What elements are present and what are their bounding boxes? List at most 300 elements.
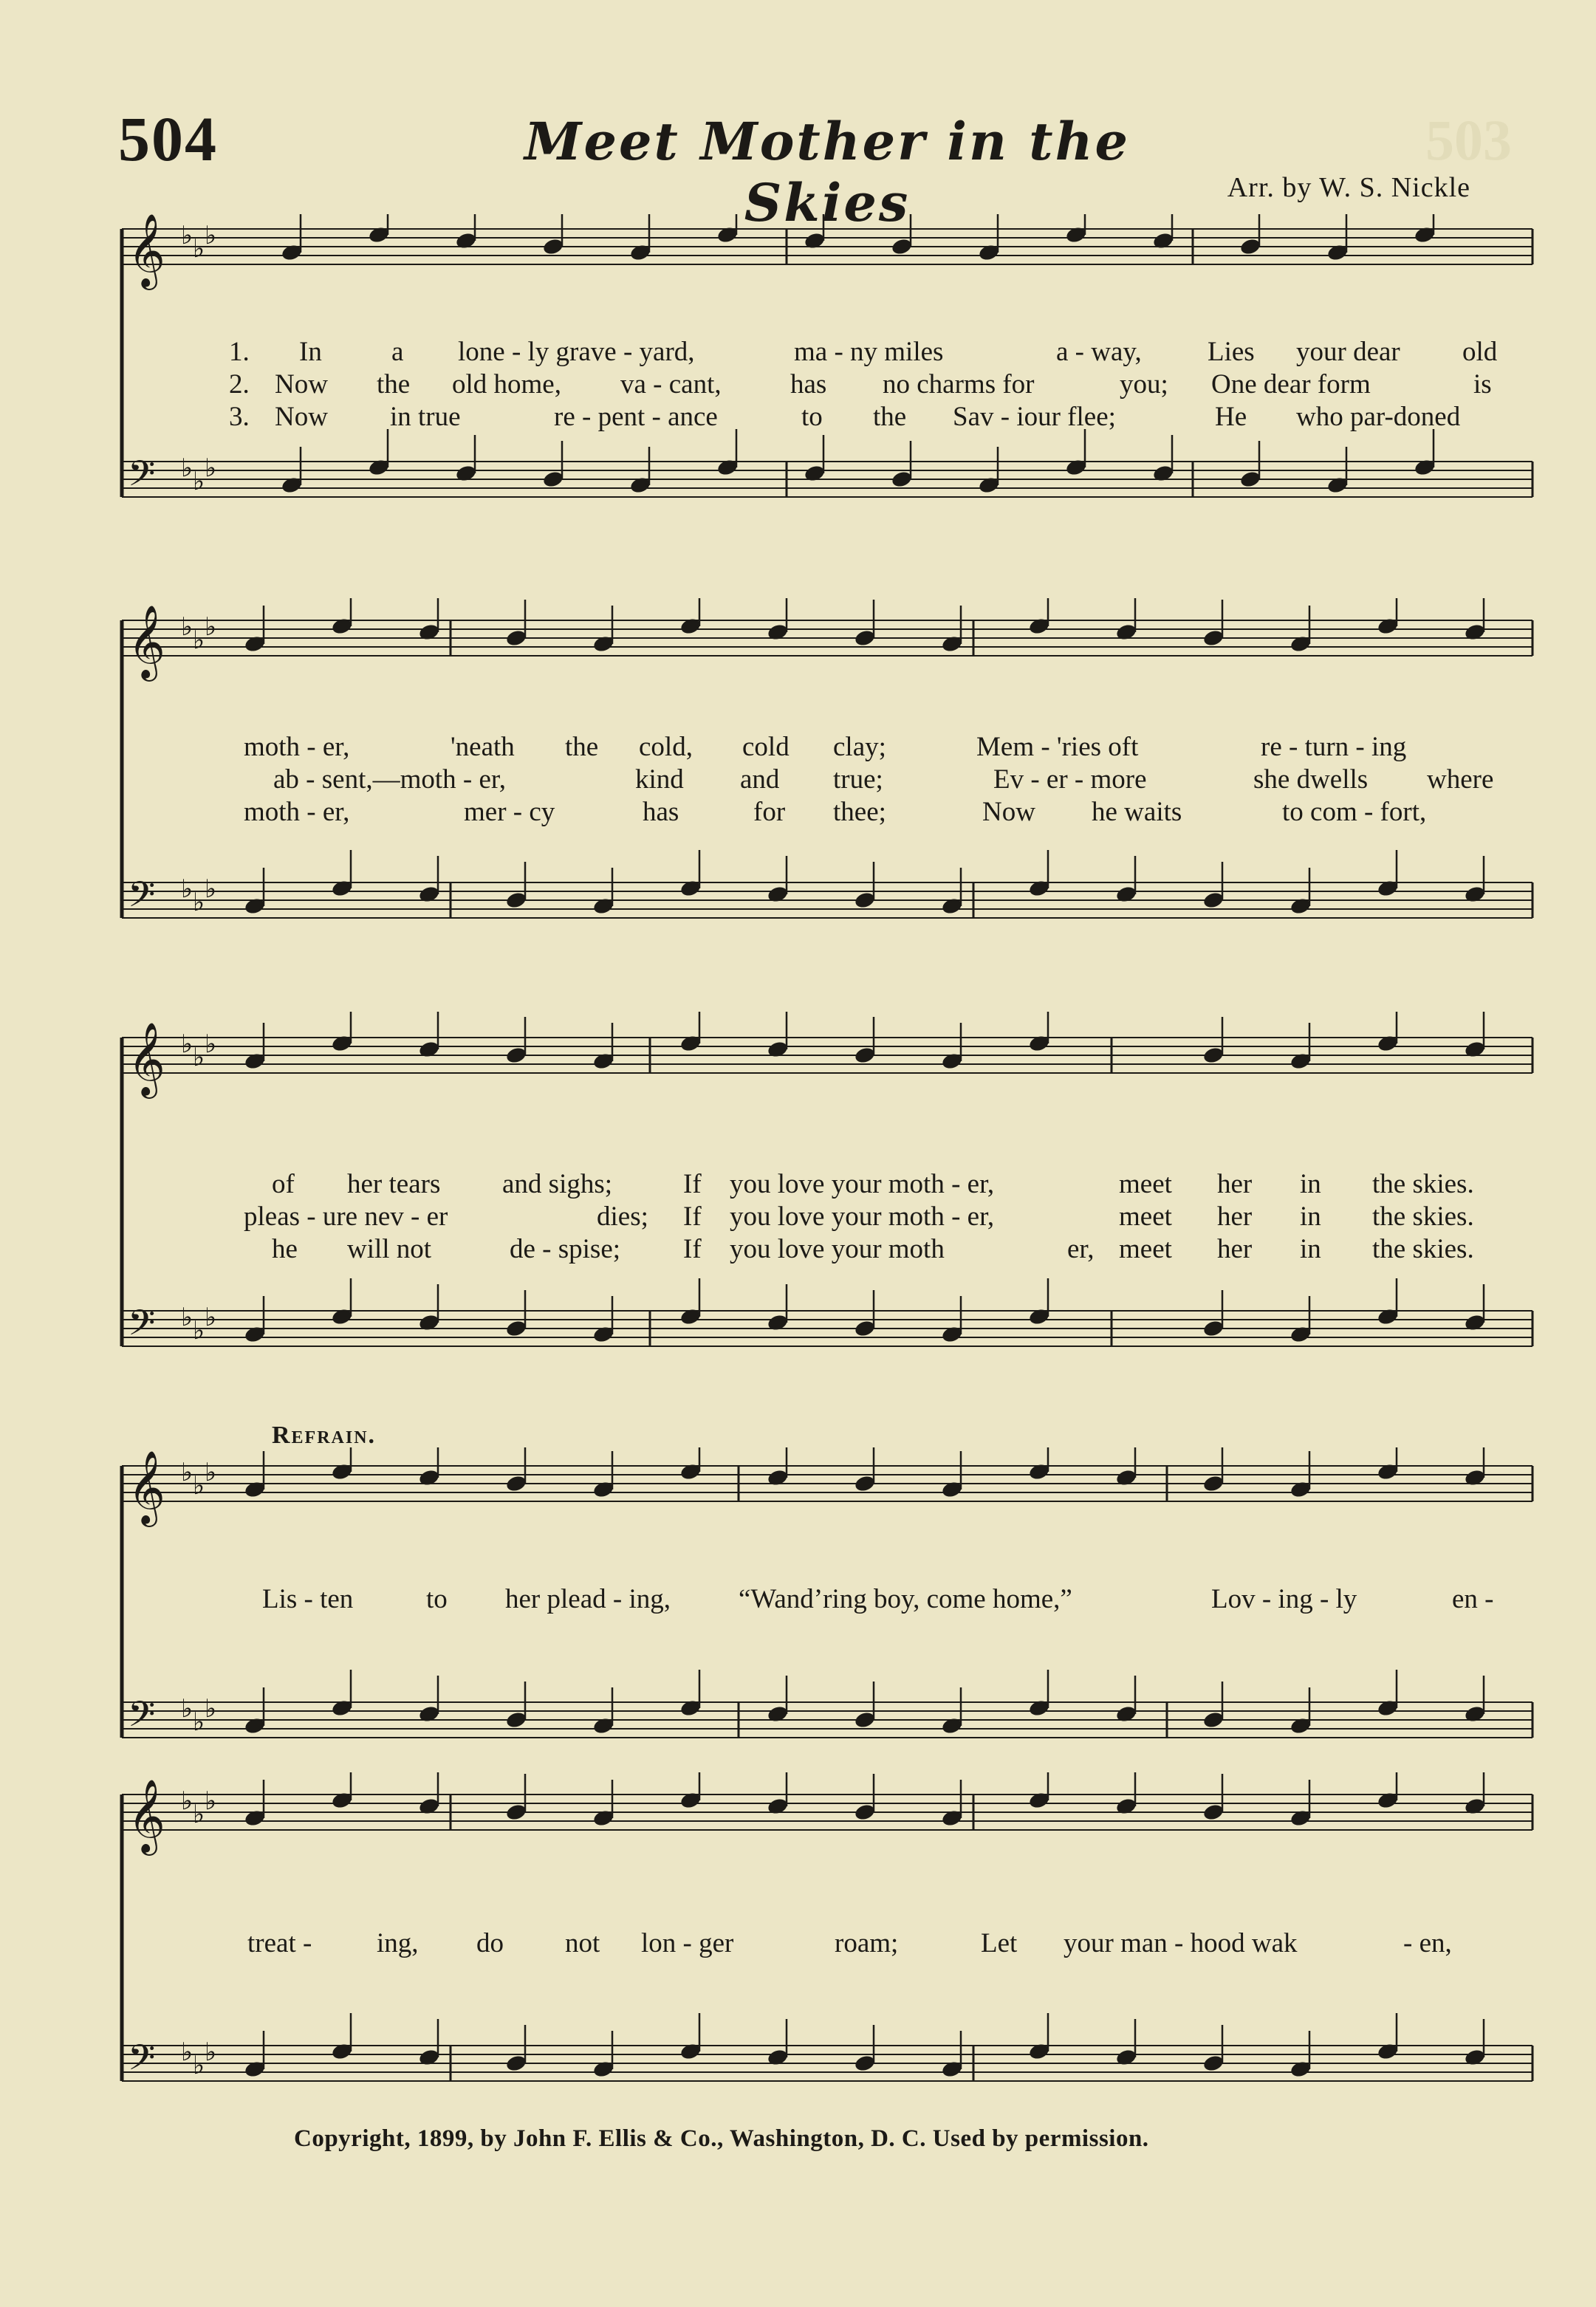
- note-head: [592, 634, 615, 654]
- treble-clef-icon: 𝄞: [128, 1450, 165, 1524]
- lyric-syllable: and sighs;: [502, 1169, 613, 1199]
- note-head: [679, 879, 702, 898]
- flat-icon: ♭: [193, 234, 205, 264]
- note-head: [941, 1716, 964, 1735]
- lyric-syllable: in true: [390, 402, 461, 432]
- note-head: [891, 470, 914, 489]
- lyric-syllable: of: [272, 1169, 295, 1199]
- lyric-syllable: moth - er,: [244, 797, 350, 827]
- note-head: [854, 628, 877, 648]
- flat-icon: ♭: [181, 1303, 193, 1332]
- music-system-4: [0, 1447, 1596, 1772]
- note-head: [679, 617, 702, 636]
- lyric-syllable: 2.: [229, 369, 250, 400]
- flat-icon: ♭: [181, 1786, 193, 1816]
- lyric-line-verse-2: [0, 1201, 1596, 1233]
- bass-clef-icon: 𝄢: [128, 1693, 156, 1744]
- note-head: [1290, 634, 1312, 654]
- note-head: [1377, 1034, 1400, 1053]
- note-head: [1028, 1034, 1051, 1053]
- note-head: [331, 1698, 354, 1718]
- lyric-syllable: and: [740, 764, 780, 795]
- lyric-syllable: re - turn - ing: [1261, 732, 1407, 762]
- note-head: [804, 464, 826, 483]
- bass-staff: [122, 429, 1532, 503]
- lyric-syllable: he waits: [1092, 797, 1182, 827]
- lyric-line-refrain: [0, 1927, 1596, 1960]
- note-head: [1115, 2048, 1138, 2067]
- flat-icon: ♭: [193, 1316, 205, 1346]
- lyric-syllable: Ev - er - more: [993, 764, 1147, 795]
- note-head: [1464, 1468, 1487, 1487]
- lyric-syllable: thee;: [833, 797, 886, 827]
- note-head: [331, 617, 354, 636]
- note-head: [505, 1046, 528, 1065]
- lyric-syllable: va - cant,: [620, 369, 722, 400]
- lyric-syllable: her: [1217, 1169, 1253, 1199]
- note-head: [1290, 2060, 1312, 2079]
- note-head: [854, 1319, 877, 1338]
- note-head: [1464, 885, 1487, 904]
- note-head: [331, 1791, 354, 1810]
- lyric-syllable: Mem - 'ries oft: [976, 732, 1139, 762]
- note-head: [368, 458, 391, 477]
- note-head: [767, 1040, 790, 1059]
- lyric-syllable: no charms for: [883, 369, 1035, 400]
- flat-icon: ♭: [193, 1800, 205, 1829]
- lyric-line-verse-1: [0, 731, 1596, 764]
- lyric-syllable: In: [299, 337, 322, 367]
- note-head: [592, 2060, 615, 2079]
- lyric-syllable: old home,: [452, 369, 561, 400]
- note-head: [1028, 617, 1051, 636]
- flat-icon: ♭: [205, 612, 217, 642]
- lyric-syllable: not: [565, 1928, 600, 1958]
- flat-icon: ♭: [181, 612, 193, 642]
- note-head: [455, 464, 478, 483]
- note-head: [1290, 1809, 1312, 1828]
- flat-icon: ♭: [181, 1029, 193, 1059]
- lyric-syllable: Lov - ing - ly: [1211, 1584, 1357, 1614]
- lyric-syllable: Let: [981, 1928, 1018, 1958]
- note-head: [1152, 231, 1175, 250]
- note-head: [1377, 879, 1400, 898]
- bleed-through-page-number: 503: [1425, 108, 1512, 172]
- note-head: [331, 1034, 354, 1053]
- note-head: [1028, 1698, 1051, 1718]
- lyric-syllable: she dwells: [1253, 764, 1369, 795]
- note-head: [716, 225, 739, 244]
- lyric-syllable: the: [873, 402, 907, 432]
- music-system-3: [0, 1012, 1596, 1425]
- note-head: [418, 1468, 441, 1487]
- lyric-syllable: to: [801, 402, 823, 432]
- note-head: [941, 1325, 964, 1344]
- note-head: [767, 1797, 790, 1816]
- lyric-syllable: is: [1473, 369, 1492, 400]
- note-head: [542, 470, 565, 489]
- bass-clef-icon: 𝄢: [128, 874, 156, 924]
- note-head: [418, 1797, 441, 1816]
- lyric-syllable: in: [1300, 1169, 1321, 1199]
- lyric-syllable: your man - hood wak: [1064, 1928, 1298, 1958]
- lyric-syllable: your dear: [1296, 337, 1400, 367]
- note-head: [1028, 879, 1051, 898]
- lyric-line-verse-3: [0, 796, 1596, 829]
- lyric-syllable: kind: [635, 764, 684, 795]
- music-system-5: [0, 1772, 1596, 2156]
- note-head: [767, 1313, 790, 1332]
- note-head: [854, 1710, 877, 1730]
- lyric-syllable: true;: [833, 764, 883, 795]
- staff-notation: [0, 1772, 1596, 2156]
- note-head: [505, 1803, 528, 1822]
- flat-icon: ♭: [193, 2051, 205, 2080]
- flat-icon: ♭: [205, 1029, 217, 1059]
- note-head: [418, 623, 441, 642]
- lyric-syllable: cold,: [639, 732, 693, 762]
- flat-icon: ♭: [205, 874, 217, 904]
- note-head: [1290, 1716, 1312, 1735]
- note-head: [331, 1307, 354, 1326]
- lyric-syllable: re - pent - ance: [554, 402, 718, 432]
- note-head: [244, 2060, 267, 2079]
- flat-icon: ♭: [181, 1458, 193, 1487]
- note-head: [592, 1480, 615, 1499]
- note-head: [941, 2060, 964, 2079]
- treble-staff: [122, 598, 1532, 682]
- lyric-syllable: her: [1217, 1234, 1253, 1264]
- note-head: [592, 1325, 615, 1344]
- note-head: [505, 1474, 528, 1493]
- note-head: [592, 1809, 615, 1828]
- music-system-1: [0, 214, 1596, 561]
- lyric-syllable: If: [683, 1169, 702, 1199]
- treble-staff: [122, 1447, 1532, 1527]
- bass-clef-icon: 𝄢: [128, 1302, 156, 1352]
- note-head: [1464, 2048, 1487, 2067]
- note-head: [767, 1468, 790, 1487]
- lyric-line-verse-3: [0, 1233, 1596, 1266]
- bass-clef-icon: 𝄢: [128, 2037, 156, 2087]
- treble-clef-icon: 𝄞: [128, 1022, 165, 1096]
- lyric-syllable: to com - fort,: [1282, 797, 1427, 827]
- note-head: [331, 1462, 354, 1481]
- note-head: [1464, 623, 1487, 642]
- lyric-syllable: - en,: [1403, 1928, 1452, 1958]
- lyric-syllable: in: [1300, 1234, 1321, 1264]
- note-head: [244, 1480, 267, 1499]
- note-head: [1464, 1704, 1487, 1724]
- note-head: [1202, 1046, 1225, 1065]
- hymn-title: Meet Mother in the Skies: [524, 111, 1131, 233]
- lyric-syllable: pleas - ure nev - er: [244, 1202, 448, 1232]
- note-head: [767, 2048, 790, 2067]
- note-head: [854, 2054, 877, 2073]
- flat-icon: ♭: [181, 453, 193, 483]
- note-head: [1326, 476, 1349, 495]
- note-head: [978, 243, 1001, 262]
- note-head: [1202, 2054, 1225, 2073]
- lyric-syllable: a: [391, 337, 404, 367]
- note-head: [1152, 464, 1175, 483]
- lyric-syllable: who par-doned: [1296, 402, 1461, 432]
- note-head: [244, 1052, 267, 1071]
- note-head: [716, 458, 739, 477]
- lyric-syllable: mer - cy: [464, 797, 555, 827]
- note-head: [1202, 1803, 1225, 1822]
- note-head: [941, 1052, 964, 1071]
- note-head: [418, 1040, 441, 1059]
- note-head: [1377, 1791, 1400, 1810]
- page-number: 504: [118, 103, 218, 174]
- note-head: [455, 231, 478, 250]
- note-head: [679, 1034, 702, 1053]
- lyric-syllable: 'neath: [451, 732, 515, 762]
- note-head: [505, 1319, 528, 1338]
- note-head: [941, 1480, 964, 1499]
- flat-icon: ♭: [181, 1694, 193, 1724]
- note-head: [1202, 891, 1225, 910]
- lyric-syllable: the skies.: [1372, 1202, 1474, 1232]
- flat-icon: ♭: [205, 2037, 217, 2067]
- lyric-line-verse-1: [0, 336, 1596, 368]
- note-head: [505, 891, 528, 910]
- lyric-syllable: treat -: [247, 1928, 312, 1958]
- bass-staff: [122, 850, 1532, 924]
- note-head: [854, 1474, 877, 1493]
- lyric-syllable: roam;: [835, 1928, 899, 1958]
- note-head: [891, 237, 914, 256]
- lyric-syllable: has: [790, 369, 827, 400]
- note-head: [1414, 225, 1436, 244]
- lyric-syllable: lone - ly grave - yard,: [458, 337, 695, 367]
- note-head: [679, 1462, 702, 1481]
- lyric-syllable: One dear form: [1211, 369, 1371, 400]
- note-head: [418, 1313, 441, 1332]
- lyric-syllable: where: [1427, 764, 1494, 795]
- bass-clef-icon: 𝄢: [128, 453, 156, 503]
- note-head: [1290, 1052, 1312, 1071]
- note-head: [679, 1791, 702, 1810]
- note-head: [1028, 2042, 1051, 2061]
- lyric-syllable: has: [643, 797, 679, 827]
- note-head: [281, 476, 304, 495]
- lyric-syllable: ab - sent,—moth - er,: [273, 764, 506, 795]
- note-head: [418, 2048, 441, 2067]
- flat-icon: ♭: [205, 221, 217, 250]
- note-head: [418, 885, 441, 904]
- flat-icon: ♭: [205, 1786, 217, 1816]
- treble-staff: [122, 1772, 1532, 1856]
- note-head: [505, 628, 528, 648]
- note-head: [1202, 628, 1225, 648]
- flat-icon: ♭: [181, 874, 193, 904]
- flat-icon: ♭: [193, 1471, 205, 1501]
- note-head: [281, 243, 304, 262]
- bass-staff: [122, 2013, 1532, 2087]
- flat-icon: ♭: [205, 453, 217, 483]
- note-head: [1065, 458, 1088, 477]
- flat-icon: ♭: [193, 1043, 205, 1072]
- lyric-syllable: lon - ger: [641, 1928, 734, 1958]
- lyric-syllable: Lis - ten: [262, 1584, 354, 1614]
- bass-staff: [122, 1278, 1532, 1352]
- note-head: [542, 237, 565, 256]
- note-head: [1377, 1307, 1400, 1326]
- note-head: [629, 476, 652, 495]
- note-head: [1464, 1040, 1487, 1059]
- note-head: [244, 1325, 267, 1344]
- lyric-syllable: old: [1462, 337, 1498, 367]
- note-head: [767, 1704, 790, 1724]
- lyric-syllable: do: [476, 1928, 504, 1958]
- note-head: [1028, 1791, 1051, 1810]
- lyric-syllable: for: [753, 797, 786, 827]
- note-head: [418, 1704, 441, 1724]
- lyric-syllable: her plead - ing,: [505, 1584, 671, 1614]
- lyric-syllable: her tears: [347, 1169, 441, 1199]
- treble-clef-icon: 𝄞: [128, 605, 165, 679]
- note-head: [592, 897, 615, 916]
- note-head: [1115, 1468, 1138, 1487]
- flat-icon: ♭: [193, 625, 205, 655]
- lyric-syllable: you love your moth - er,: [730, 1202, 995, 1232]
- note-head: [1377, 1698, 1400, 1718]
- note-head: [767, 885, 790, 904]
- treble-staff: [122, 1012, 1532, 1099]
- lyric-syllable: Sav - iour flee;: [953, 402, 1116, 432]
- lyric-syllable: en -: [1452, 1584, 1494, 1614]
- note-head: [244, 1809, 267, 1828]
- note-head: [1377, 617, 1400, 636]
- lyric-syllable: Lies: [1208, 337, 1255, 367]
- flat-icon: ♭: [205, 1458, 217, 1487]
- note-head: [854, 1803, 877, 1822]
- note-head: [1290, 897, 1312, 916]
- note-head: [1202, 1474, 1225, 1493]
- note-head: [331, 879, 354, 898]
- bass-staff: [122, 1670, 1532, 1744]
- note-head: [854, 1046, 877, 1065]
- note-head: [1028, 1462, 1051, 1481]
- note-head: [1115, 1797, 1138, 1816]
- lyric-syllable: ing,: [377, 1928, 419, 1958]
- note-head: [1290, 1480, 1312, 1499]
- lyric-syllable: cold: [742, 732, 790, 762]
- lyric-syllable: “Wand’ring boy, come home,”: [739, 1584, 1072, 1614]
- lyric-syllable: er,: [1067, 1234, 1095, 1264]
- note-head: [368, 225, 391, 244]
- note-head: [941, 634, 964, 654]
- lyric-syllable: will not: [347, 1234, 432, 1264]
- note-head: [941, 1809, 964, 1828]
- lyric-syllable: in: [1300, 1202, 1321, 1232]
- note-head: [1239, 237, 1262, 256]
- lyric-syllable: a - way,: [1056, 337, 1142, 367]
- note-head: [1115, 623, 1138, 642]
- note-head: [629, 243, 652, 262]
- lyric-syllable: dies;: [597, 1202, 648, 1232]
- note-head: [331, 2042, 354, 2061]
- lyric-syllable: Now: [982, 797, 1035, 827]
- flat-icon: ♭: [193, 467, 205, 496]
- note-head: [1028, 1307, 1051, 1326]
- flat-icon: ♭: [193, 1707, 205, 1737]
- copyright-notice: Copyright, 1899, by John F. Ellis & Co., Washington, D. C. Used by permission.: [294, 2125, 1149, 2152]
- flat-icon: ♭: [205, 1694, 217, 1724]
- note-head: [1202, 1319, 1225, 1338]
- note-head: [1377, 2042, 1400, 2061]
- note-head: [1326, 243, 1349, 262]
- note-head: [767, 623, 790, 642]
- flat-icon: ♭: [181, 2037, 193, 2067]
- lyric-syllable: the skies.: [1372, 1234, 1474, 1264]
- lyric-syllable: he: [272, 1234, 298, 1264]
- note-head: [505, 1710, 528, 1730]
- lyric-syllable: to: [426, 1584, 448, 1614]
- lyric-syllable: you;: [1120, 369, 1168, 400]
- lyric-syllable: If: [683, 1202, 702, 1232]
- lyric-syllable: Now: [275, 369, 328, 400]
- flat-icon: ♭: [181, 221, 193, 250]
- treble-clef-icon: 𝄞: [128, 1779, 165, 1853]
- note-head: [244, 634, 267, 654]
- note-head: [854, 891, 877, 910]
- note-head: [1414, 458, 1436, 477]
- lyric-syllable: meet: [1119, 1234, 1172, 1264]
- treble-clef-icon: 𝄞: [128, 214, 165, 287]
- note-head: [679, 2042, 702, 2061]
- treble-staff: [122, 214, 1532, 290]
- note-head: [1202, 1710, 1225, 1730]
- note-head: [1239, 470, 1262, 489]
- note-head: [804, 231, 826, 250]
- lyric-line-verse-2: [0, 764, 1596, 796]
- note-head: [1377, 1462, 1400, 1481]
- lyric-line-verse-3: [0, 401, 1596, 433]
- note-head: [679, 1698, 702, 1718]
- note-head: [941, 897, 964, 916]
- lyric-syllable: 1.: [229, 337, 250, 367]
- lyric-line-verse-2: [0, 368, 1596, 401]
- lyric-syllable: moth - er,: [244, 732, 350, 762]
- lyric-syllable: the: [377, 369, 411, 400]
- note-head: [1290, 1325, 1312, 1344]
- flat-icon: ♭: [205, 1303, 217, 1332]
- note-head: [592, 1716, 615, 1735]
- flat-icon: ♭: [193, 888, 205, 917]
- arranger-credit: Arr. by W. S. Nickle: [1227, 172, 1470, 203]
- lyric-line-verse-1: [0, 1168, 1596, 1201]
- note-head: [1464, 1313, 1487, 1332]
- note-head: [1115, 1704, 1138, 1724]
- lyric-syllable: Now: [275, 402, 328, 432]
- lyric-syllable: meet: [1119, 1169, 1172, 1199]
- lyric-syllable: clay;: [833, 732, 886, 762]
- lyric-syllable: you love your moth - er,: [730, 1169, 995, 1199]
- lyric-syllable: de - spise;: [510, 1234, 621, 1264]
- note-head: [679, 1307, 702, 1326]
- music-system-2: [0, 598, 1596, 1012]
- note-head: [592, 1052, 615, 1071]
- lyric-line-refrain: [0, 1583, 1596, 1616]
- lyric-syllable: ma - ny miles: [794, 337, 944, 367]
- note-head: [1065, 225, 1088, 244]
- lyric-syllable: He: [1215, 402, 1247, 432]
- lyric-syllable: her: [1217, 1202, 1253, 1232]
- lyric-syllable: meet: [1119, 1202, 1172, 1232]
